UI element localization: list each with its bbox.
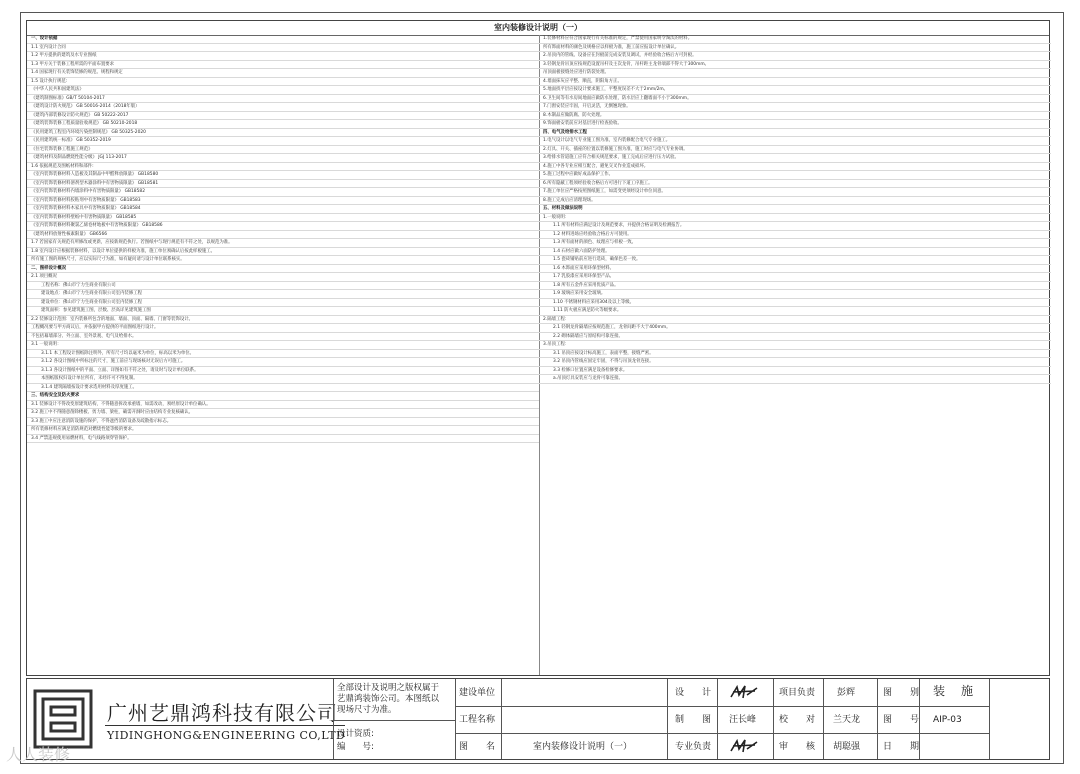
watermark: 人人装修: [6, 745, 71, 764]
divider: [773, 679, 774, 759]
note-line: 《建筑材料放射性核素限量》 GB6566: [27, 231, 539, 240]
divider: [333, 720, 455, 721]
project-lead-name: 彭辉: [837, 688, 856, 698]
project-label: 工程名称: [459, 715, 496, 725]
divider: [717, 679, 718, 759]
company-name: 广州艺鼎鸿科技有限公司: [107, 701, 338, 725]
divider: [823, 679, 824, 759]
note-line: 3.1 吊顶应按设计标高施工，表面平整，接缝严密。: [539, 350, 1051, 359]
note-line: 1.3 甲方关于装修工程所需的平面布置要求: [27, 61, 539, 70]
note-line: 1.2 材料进场应经验收合格后方可使用。: [539, 231, 1051, 240]
note-line: 1.5 瓷砖铺贴前应进行选砖，确保色差一致。: [539, 256, 1051, 265]
note-line: 《室内装饰装修材料木家具中有害物质限量》 GB18584: [27, 205, 539, 214]
note-line: 1.6 木饰面应采用环保型材料。: [539, 265, 1051, 274]
divider: [877, 679, 878, 759]
copyright-notice-line2: 艺鼎鸿装饰公司。本图纸以: [337, 694, 440, 704]
note-line: 《室内装饰装修材料胶粘剂中有害物质限量》 GB18583: [27, 197, 539, 206]
note-line: 3.1 装修设计不得改变原建筑结构，不得随意拆改承重墙，如需改动，须经原设计单位确认。: [27, 401, 539, 410]
note-line: 《建筑装饰装修工程质量验收规范》 GB 50210-2018: [27, 120, 539, 129]
note-line: 《建筑内部装修设计防火规范》 GB 50222-2017: [27, 112, 539, 121]
note-line: 8.木制品应做防腐、防火处理。: [539, 112, 1051, 121]
note-line: 3.3 施工中应注意消防设施的保护，不得遮挡消防设备及疏散指示标志。: [27, 418, 539, 427]
note-line: 8.施工完成后应清理现场。: [539, 197, 1051, 206]
note-line: 5.施工过程中应做好成品保护工作。: [539, 171, 1051, 180]
note-line: 1.4 石材应做六面防护处理。: [539, 248, 1051, 257]
note-line: 2.灯具、开关、插座的位置以装修施工图为准，施工时应与电气专业协调。: [539, 146, 1051, 155]
note-line: 3.轻钢龙骨吊顶应按规范设置吊杆及主次龙骨，吊杆距主龙骨端部不得大于300mm。: [539, 61, 1051, 70]
note-line: 3.1 一般说明：: [27, 341, 539, 350]
note-line: 所有装修材料应满足消防规范对燃烧性能等级的要求。: [27, 426, 539, 435]
company-name-english: YIDINGHONG&ENGINEERING CO,LTD: [107, 729, 346, 742]
date-label: 日 期: [883, 742, 920, 752]
note-line: 1.3 所有面材的颜色、纹理应与样板一致。: [539, 239, 1051, 248]
note-line: 2.2 装修设计范围：室内装修所包含的地面、墙面、顶面、隔墙、门窗等装饰设计。: [27, 316, 539, 325]
note-line: 建设地点：佛山市宁力生商业有限公司室内装修工程: [27, 290, 539, 299]
divider: [989, 679, 990, 759]
note-line: 7.施工单位应严格按照图纸施工，如需变更须经设计单位同意。: [539, 188, 1051, 197]
note-line: 4.墙面抹灰应平整、顺直，阴阳角方正。: [539, 78, 1051, 87]
client-label: 建设单位: [459, 688, 496, 698]
category-value: 装 施: [933, 684, 976, 698]
company-logo-icon: [33, 689, 93, 749]
note-line: 《民用建筑统一标准》 GB 50352-2019: [27, 137, 539, 146]
note-line: 所有施工图的规格尺寸，应以实际尺寸为准，如有疑问请与设计单位联系核实。: [27, 256, 539, 265]
note-line: 1.4 国家现行有关装饰装修的规范、规程和规定: [27, 69, 539, 78]
note-line: 建筑面积：参见建筑施工图，层数、层高详见建筑施工图: [27, 307, 539, 316]
note-line: 《室内装饰装修材料聚氯乙烯卷材地板中有害物质限量》 GB18586: [27, 222, 539, 231]
notes-left-column: [27, 35, 540, 675]
lead-signature-icon: [729, 737, 759, 755]
reviewer-name: 胡聪强: [833, 742, 861, 752]
note-line: 1.5 设计执行规范:: [27, 78, 539, 87]
note-line: 《室内装饰装修材料内墙涂料中有害物质限量》 GB18582: [27, 188, 539, 197]
review-label: 审 核: [779, 742, 816, 752]
note-line: 不包括幕墙部分、外立面、室外景观、电气及给排水。: [27, 333, 539, 342]
note-line: 3.2 施工中不得随意凿除楼板、剪力墙、梁柱，确需开洞时应由结构专业复核确认。: [27, 409, 539, 418]
discipline-lead-label: 专业负责: [675, 742, 712, 752]
note-line: 《建筑设计防火规范》 GB 50016-2014（2018年版）: [27, 103, 539, 112]
title-block: [26, 678, 1050, 760]
note-line: 《建筑制图标准》GB/T 50104-2017: [27, 95, 539, 104]
checker-name: 兰天龙: [833, 715, 861, 725]
note-line: 工程名称：佛山市宁力生商业有限公司: [27, 282, 539, 291]
note-line: 3.1.3 各设计图纸中的平面、立面、详图如有不符之处，请及时与设计单位联系。: [27, 367, 539, 376]
note-line: 1.1 室内设计合同: [27, 44, 539, 53]
drawing-name-label: 图 名: [459, 742, 496, 752]
sheet-number-value: AIP-03: [933, 715, 962, 725]
note-line: 吊顶面板接缝处应进行防裂处理。: [539, 69, 1051, 78]
note-line: 4.施工中各专业应相互配合，避免交叉作业造成损坏。: [539, 163, 1051, 172]
note-line: 3.1.4 建筑隔墙按设计要求选用材料及厚度施工。: [27, 384, 539, 393]
note-line: 2.隔墙工程：: [539, 316, 1051, 325]
document-title: 室内装修设计说明（一）: [27, 21, 1049, 36]
note-line: 1.6 依据规范及图纸材料和部件:: [27, 163, 539, 172]
note-line: 《室内装饰装修材料溶剂型木器涂料中有害物质限量》 GB18581: [27, 180, 539, 189]
divider: [501, 679, 502, 759]
note-line: 1.7 若国家有关规范有所修改或更新，应按新规范执行。若图纸中与现行规范有不符之处，以规范为准。: [27, 239, 539, 248]
designer-signature-icon: [729, 683, 759, 701]
note-line: 2.1 项目概况: [27, 273, 539, 282]
divider: [455, 733, 989, 734]
note-line: 3.给排水管道施工应符合相关规范要求，施工完成后应进行压力试验。: [539, 154, 1051, 163]
sheet-number-label: 图 号: [883, 715, 920, 725]
note-line: a.吊顶灯具安装应与龙骨可靠连接。: [539, 375, 1051, 384]
section-heading: 四、电气及给排水工程: [539, 129, 1051, 138]
copyright-notice-line3: 现场尺寸为准。: [337, 705, 397, 715]
note-line: 工程概况要与甲方商议后，并依据甲方提供的平面图纸进行设计。: [27, 324, 539, 333]
copyright-notice-line1: 全部设计及说明之版权属于: [337, 683, 440, 693]
note-line: 1.11 防火板应满足防火等级要求。: [539, 307, 1051, 316]
note-line: 所有饰面材料的颜色及规格应以样板为准，施工前应报设计单位确认。: [539, 44, 1051, 53]
note-line: 1.1 所有材料应满足设计及规范要求，并提供合格证明及检测报告。: [539, 222, 1051, 231]
note-line: 1.9 玻璃应采用安全玻璃。: [539, 290, 1051, 299]
number-label: 编 号:: [337, 742, 374, 752]
note-line: 3.吊顶工程：: [539, 341, 1051, 350]
note-line: 本图纸版权归设计单位所有，未经许可不得复制。: [27, 375, 539, 384]
drafter-name: 汪长峰: [729, 715, 757, 725]
note-line: 1.装修材料应符合国家现行有关标准的规定，严禁使用国家明令淘汰的材料。: [539, 35, 1051, 44]
divider: [333, 679, 334, 759]
divider: [919, 679, 920, 759]
note-line: 3.2 吊顶内管线应固定牢固，不得与吊顶龙骨连接。: [539, 358, 1051, 367]
design-label: 设 计: [675, 688, 712, 698]
note-line: 2.1 轻钢龙骨隔墙应按规范施工，龙骨间距不大于400mm。: [539, 324, 1051, 333]
section-heading: 五、材料及做法说明: [539, 205, 1051, 214]
section-heading: 二、图样设计概况: [27, 265, 539, 274]
check-label: 校 对: [779, 715, 816, 725]
note-line: 6.卫生间等有水房间地面应做防水处理，防水层应上翻墙面不小于300mm。: [539, 95, 1051, 104]
note-line: 1.10 不锈钢材料应采用304及以上等级。: [539, 299, 1051, 308]
note-line: 3.3 检修口位置应满足设备检修要求。: [539, 367, 1051, 376]
notes-right-column: [539, 35, 1051, 675]
note-line: 3.1.2 各设计图纸中所标注的尺寸，施工前应与现场核对无误后方可施工。: [27, 358, 539, 367]
divider: [455, 706, 989, 707]
category-label: 图 别: [883, 688, 920, 698]
note-line: 5.地面找平层应按设计要求施工，平整度误差不大于2mm/2m。: [539, 86, 1051, 95]
note-line: 3.4 严禁违规使用易燃材料，电气线路须穿管保护。: [27, 435, 539, 444]
divider: [667, 679, 668, 759]
note-line: 1.8 所有五金件应采用优质产品。: [539, 282, 1051, 291]
note-line: 2.吊顶内的管线、设备应在封板前完成安装及调试，并经验收合格后方可封板。: [539, 52, 1051, 61]
note-line: 7.门窗安装应牢固，开启灵活，无倒翘现象。: [539, 103, 1051, 112]
notes-frame: [26, 20, 1050, 676]
note-line: 《室内装饰装修材料壁纸中有害物质限量》 GB18585: [27, 214, 539, 223]
note-line: 1.8 室内设计应根据装修材料，以设计单位提供的样板为准，施工单位须确认后按此样板施工。: [27, 248, 539, 257]
note-line: 1.电气设计以电气专业施工图为准，室内装修配合电气专业施工。: [539, 137, 1051, 146]
note-line: 1.一般说明：: [539, 214, 1051, 223]
drafting-label: 制 图: [675, 715, 712, 725]
note-line: 《民用建筑工程室内环境污染控制规范》 GB 50325-2020: [27, 129, 539, 138]
note-line: 2.2 砌体隔墙应与原结构可靠连接。: [539, 333, 1051, 342]
note-line: 《室内装饰装修材料人造板及其制品中甲醛释放限量》 GB18580: [27, 171, 539, 180]
note-line: 9.饰面板安装前应对基层进行检查验收。: [539, 120, 1051, 129]
note-line: 建设单位：佛山市宁力生商业有限公司室内装修工程: [27, 299, 539, 308]
drawing-name: 室内装修设计说明（一）: [533, 742, 633, 752]
divider: [455, 679, 456, 759]
company-name-underline: [105, 725, 345, 726]
section-heading: 三、结构安全及防火要求: [27, 392, 539, 401]
note-line: 3.1.1 本工程设计图纸除注明外，所有尺寸均以毫米为单位，标高以米为单位。: [27, 350, 539, 359]
section-heading: 一、设计依据: [27, 35, 539, 44]
note-line: 1.2 甲方提供的建筑及水专业图纸: [27, 52, 539, 61]
project-lead-label: 项目负责: [779, 688, 816, 698]
note-line: 1.7 乳胶漆应采用环保型产品。: [539, 273, 1051, 282]
note-line: 6.所有隐蔽工程须经验收合格后方可进行下道工序施工。: [539, 180, 1051, 189]
note-line: 《住宅装饰装修工程施工规范》: [27, 146, 539, 155]
note-line: 《建筑材料及制品燃烧性能分级》 JGJ 113-2017: [27, 154, 539, 163]
note-line: 《中华人民共和国建筑法》: [27, 86, 539, 95]
qualification-label: 设计资质:: [337, 729, 374, 739]
